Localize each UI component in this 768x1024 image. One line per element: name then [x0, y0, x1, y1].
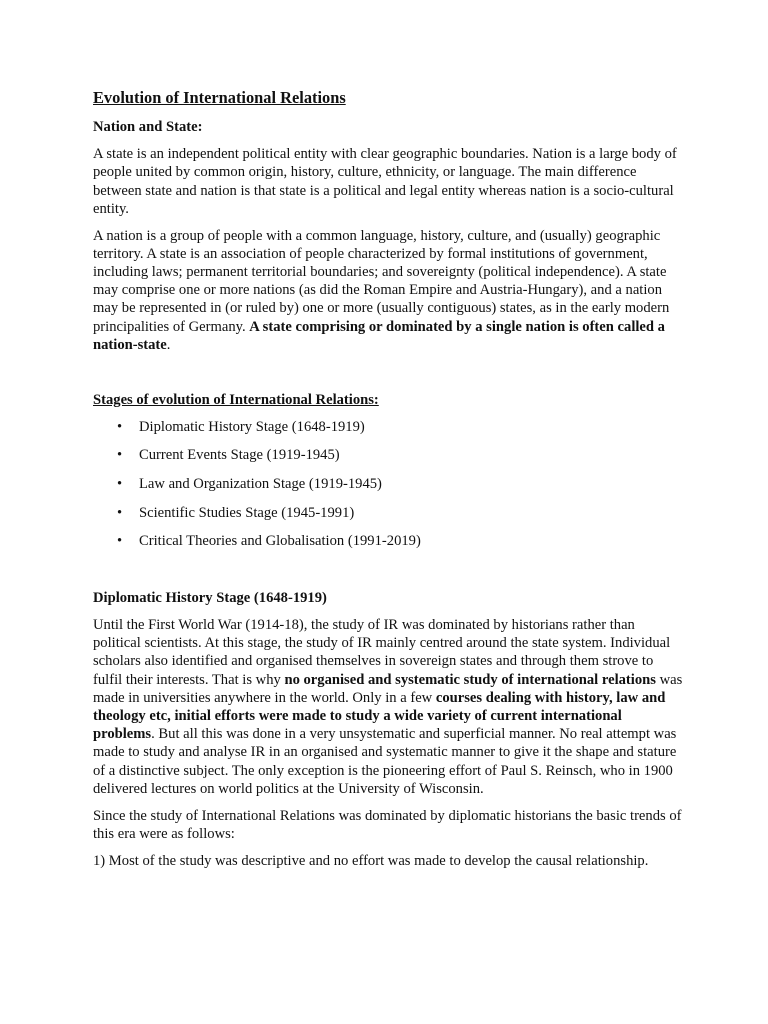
list-item: [93, 418, 683, 436]
diplomatic-text-c: was made in universities anywhere in the world. Only in a few: [93, 671, 683, 706]
diplomatic-history-paragraph-1: [93, 616, 683, 798]
diplomatic-history-heading: Diplomatic History Stage (1648-1919): [93, 589, 327, 606]
nation-state-paragraph-2: [93, 227, 683, 354]
section-spacer: [93, 363, 683, 391]
bullet-icon: •: [117, 504, 123, 521]
bullet-icon: •: [117, 447, 123, 464]
list-item: [93, 532, 683, 550]
bullet-icon: •: [117, 533, 123, 550]
stage-label: Scientific Studies Stage (1945-1991): [139, 504, 355, 521]
stage-label: Law and Organization Stage (1919-1945): [139, 476, 382, 493]
nation-state-paragraph-2-text: A nation is a group of people with a common language, history, culture, and (usually) geographic territory. A state is an association of people characterized by formal institutions of government, including laws; permanent territorial boundaries; and sovereignty (political independence). A state may comprise one or more nations (as did the Roman Empire and Austria-Hungary), and a nation may be represented in (or ruled by) one or more (usually contiguous) states, as in the early modern principalities of Germany.: [93, 227, 670, 335]
stages-heading: Stages of evolution of International Relations:: [93, 391, 379, 408]
diplomatic-bold-d: courses dealing with history, law and theology etc, initial efforts were made to study a wide variety of current international problems: [93, 689, 666, 743]
diplomatic-history-paragraph-2: Since the study of International Relations was dominated by diplomatic historians the basic trends of this era were as follows:: [93, 807, 682, 842]
document-title: Evolution of International Relations: [93, 88, 346, 107]
stage-label: Current Events Stage (1919-1945): [139, 447, 340, 464]
nation-state-paragraph-2-end: .: [166, 336, 171, 353]
diplomatic-history-paragraph-3: 1) Most of the study was descriptive and no effort was made to develop the causal relationship.: [93, 852, 649, 869]
list-item: [93, 475, 683, 493]
diplomatic-bold-b: no organised and systematic study of international relations: [284, 671, 656, 688]
document-page: [93, 88, 683, 878]
stage-label: Critical Theories and Globalisation (1991-2019): [139, 533, 421, 550]
nation-state-heading: Nation and State:: [93, 119, 203, 135]
bullet-icon: •: [117, 476, 123, 493]
bullet-icon: •: [117, 418, 123, 435]
nation-state-paragraph-1: A state is an independent political entity with clear geographic boundaries. Nation is a large body of people united by common origin, history, culture, ethnicity, or language. The main difference between state and nation is that state is a political and legal entity whereas nation is a socio-cultural entity.: [93, 146, 677, 217]
list-item: [93, 504, 683, 522]
nation-state-definition-bold: A state comprising or dominated by a single nation is often called a nation-state: [93, 318, 665, 353]
list-item: [93, 446, 683, 464]
stages-list: [93, 418, 683, 551]
section-spacer: [93, 561, 683, 589]
stage-label: Diplomatic History Stage (1648-1919): [139, 418, 365, 435]
diplomatic-text-e: . But all this was done in a very unsystematic and superficial manner. No real attempt was made to study and analyse IR in an organised and systematic manner to give it the shape and stature of a distinctive subject. The only exception is the pioneering effort of Paul S. Reinsch, who in 1900 delivered lectures on world politics at the University of Wisconsin.: [93, 726, 677, 797]
diplomatic-text-a: Until the First World War (1914-18), the study of IR was dominated by historians rather than political scientists. At this stage, the study of IR mainly centred around the state system. Individual scholars also identified and organised themselves in sovereign states and through them strove to fulfil their interests. That is why: [93, 617, 671, 688]
